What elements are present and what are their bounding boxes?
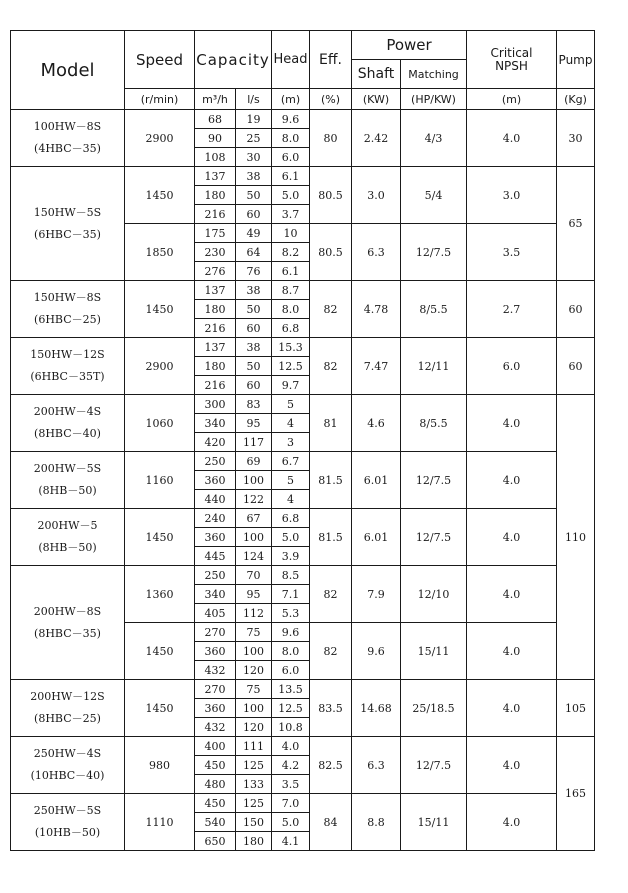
- capacity-m3h-cell: 276: [195, 262, 236, 281]
- capacity-ls-cell: 83: [236, 395, 272, 414]
- npsh-cell: 4.0: [467, 680, 557, 737]
- capacity-m3h-cell: 360: [195, 699, 236, 718]
- npsh-unit: (m): [467, 89, 557, 110]
- efficiency-cell: 81: [310, 395, 352, 452]
- model-alt-name: (10HBC－40): [30, 769, 105, 782]
- table-row: [11, 737, 595, 756]
- model-name: 150HW－5S: [33, 205, 102, 219]
- speed-unit: (r/min): [125, 89, 195, 110]
- npsh-cell: 6.0: [467, 338, 557, 395]
- speed-cell: 2900: [125, 110, 195, 167]
- shaft-power-cell: 9.6: [352, 623, 401, 680]
- head-cell: 4.1: [272, 832, 310, 851]
- pump-weight-cell: 30: [557, 110, 595, 167]
- capacity-ls-cell: 120: [236, 718, 272, 737]
- model-cell: [11, 110, 125, 167]
- table-row: [11, 452, 595, 471]
- head-cell: 6.1: [272, 167, 310, 186]
- capacity-m3h-cell: 90: [195, 129, 236, 148]
- model-cell: [11, 452, 125, 509]
- capacity-m3h-cell: 270: [195, 623, 236, 642]
- capacity-ls-cell: 124: [236, 547, 272, 566]
- model-name: 250HW－5S: [33, 804, 102, 817]
- speed-cell: 1450: [125, 509, 195, 566]
- model-alt-name: (8HBC－35): [34, 626, 101, 640]
- matching-power-cell: 12/7.5: [401, 509, 467, 566]
- capacity-ls-cell: 150: [236, 813, 272, 832]
- speed-cell: 1360: [125, 566, 195, 623]
- capacity-ls-cell: 100: [236, 471, 272, 490]
- matching-power-cell: 12/7.5: [401, 737, 467, 794]
- head-cell: 15.3: [272, 338, 310, 357]
- capacity-ls-cell: 30: [236, 148, 272, 167]
- head-cell: 5.0: [272, 528, 310, 547]
- capacity-m3h-cell: 230: [195, 243, 236, 262]
- capacity-ls-cell: 50: [236, 300, 272, 319]
- capacity-m3h-cell: 108: [195, 148, 236, 167]
- capacity-m3h-cell: 360: [195, 642, 236, 661]
- shaft-power-cell: 6.01: [352, 509, 401, 566]
- capacity-m3h-cell: 175: [195, 224, 236, 243]
- pump-unit: (Kg): [557, 89, 595, 110]
- head-cell: 4.0: [272, 737, 310, 756]
- capacity-m3h-cell: 270: [195, 680, 236, 699]
- head-cell: 13.5: [272, 680, 310, 699]
- shaft-power-cell: 14.68: [352, 680, 401, 737]
- matching-power-cell: 8/5.5: [401, 281, 467, 338]
- head-cell: 9.6: [272, 110, 310, 129]
- pump-weight-cell: 60: [557, 338, 595, 395]
- head-cell: 8.0: [272, 300, 310, 319]
- model-cell: [11, 680, 125, 737]
- capacity-ls-cell: 125: [236, 756, 272, 775]
- capacity-ls-cell: 133: [236, 775, 272, 794]
- efficiency-cell: 82: [310, 566, 352, 623]
- head-cell: 9.7: [272, 376, 310, 395]
- npsh-cell: 4.0: [467, 623, 557, 680]
- capacity-m3h-cell: 540: [195, 813, 236, 832]
- head-cell: 5: [272, 395, 310, 414]
- speed-cell: 1160: [125, 452, 195, 509]
- head-cell: 6.1: [272, 262, 310, 281]
- capacity-m3h-cell: 216: [195, 205, 236, 224]
- head-header: Head: [272, 31, 310, 89]
- head-cell: 6.8: [272, 509, 310, 528]
- speed-cell: 1060: [125, 395, 195, 452]
- capacity-m3h-cell: 250: [195, 452, 236, 471]
- npsh-cell: 4.0: [467, 110, 557, 167]
- efficiency-cell: 82: [310, 281, 352, 338]
- pump-weight-cell: 65: [557, 167, 595, 281]
- capacity-m3h-cell: 240: [195, 509, 236, 528]
- capacity-ls-cell: 100: [236, 528, 272, 547]
- spec-table-body: [11, 110, 595, 851]
- spec-sheet: [10, 30, 595, 851]
- npsh-cell: 3.5: [467, 224, 557, 281]
- model-cell: [11, 395, 125, 452]
- capacity-ls-cell: 75: [236, 680, 272, 699]
- capacity-m3h-cell: 480: [195, 775, 236, 794]
- shaft-power-cell: 6.3: [352, 737, 401, 794]
- head-cell: 6.0: [272, 661, 310, 680]
- head-cell: 10.8: [272, 718, 310, 737]
- capacity-m3h-cell: 445: [195, 547, 236, 566]
- model-cell: [11, 794, 125, 851]
- matching-unit: (HP/KW): [401, 89, 467, 110]
- model-name: 150HW－8S: [33, 291, 102, 304]
- speed-cell: 1450: [125, 281, 195, 338]
- shaft-power-cell: 6.3: [352, 224, 401, 281]
- head-cell: 8.0: [272, 129, 310, 148]
- speed-cell: 1450: [125, 623, 195, 680]
- capacity-ls-cell: 75: [236, 623, 272, 642]
- capacity-m3h-cell: 137: [195, 338, 236, 357]
- capacity-m3h-cell: 432: [195, 718, 236, 737]
- capacity-m3h-cell: 360: [195, 528, 236, 547]
- capacity-m3h-cell: 180: [195, 186, 236, 205]
- efficiency-cell: 80.5: [310, 167, 352, 224]
- table-row: [11, 281, 595, 300]
- matching-power-cell: 12/7.5: [401, 224, 467, 281]
- shaft-power-cell: 7.47: [352, 338, 401, 395]
- capacity-ls-cell: 69: [236, 452, 272, 471]
- efficiency-cell: 82: [310, 623, 352, 680]
- model-alt-name: (8HB－50): [38, 541, 97, 554]
- capacity-ls-cell: 49: [236, 224, 272, 243]
- matching-power-cell: 12/7.5: [401, 452, 467, 509]
- capacity-ls-cell: 95: [236, 414, 272, 433]
- model-cell: [11, 167, 125, 281]
- capacity-m3h-cell: 68: [195, 110, 236, 129]
- model-alt-name: (8HBC－40): [34, 427, 101, 440]
- capacity-m3h-cell: 300: [195, 395, 236, 414]
- table-row: [11, 167, 595, 186]
- matching-power-cell: 8/5.5: [401, 395, 467, 452]
- capacity-m3h-cell: 180: [195, 357, 236, 376]
- head-cell: 10: [272, 224, 310, 243]
- speed-cell: 980: [125, 737, 195, 794]
- efficiency-cell: 83.5: [310, 680, 352, 737]
- model-alt-name: (4HBC－35): [34, 142, 101, 155]
- model-name: 200HW－5S: [33, 462, 102, 475]
- shaft-power-cell: 7.9: [352, 566, 401, 623]
- capacity-ls-cell: 117: [236, 433, 272, 452]
- capacity-m3h-cell: 450: [195, 756, 236, 775]
- head-cell: 4: [272, 414, 310, 433]
- head-cell: 8.7: [272, 281, 310, 300]
- model-header: Model: [11, 31, 125, 110]
- speed-cell: 2900: [125, 338, 195, 395]
- npsh-header-line2: NPSH: [495, 58, 528, 73]
- capacity-m3h-cell: 400: [195, 737, 236, 756]
- npsh-cell: 3.0: [467, 167, 557, 224]
- pump-spec-table: [10, 30, 595, 851]
- shaft-power-cell: 3.0: [352, 167, 401, 224]
- model-name: 150HW－12S: [30, 348, 105, 361]
- head-cell: 12.5: [272, 699, 310, 718]
- model-cell: [11, 737, 125, 794]
- model-name: 200HW－5: [37, 519, 98, 532]
- matching-power-cell: 15/11: [401, 794, 467, 851]
- model-name: 200HW－12S: [30, 690, 105, 703]
- npsh-cell: 4.0: [467, 395, 557, 452]
- capacity-ls-cell: 50: [236, 357, 272, 376]
- capacity-ls-cell: 38: [236, 338, 272, 357]
- capacity-ls-cell: 95: [236, 585, 272, 604]
- head-cell: 3.5: [272, 775, 310, 794]
- capacity-m3h-cell: 216: [195, 319, 236, 338]
- pump-weight-cell: 110: [557, 395, 595, 680]
- model-alt-name: (8HB－50): [38, 484, 97, 497]
- capacity-m3h-cell: 450: [195, 794, 236, 813]
- capacity-ls-cell: 180: [236, 832, 272, 851]
- matching-power-cell: 12/10: [401, 566, 467, 623]
- model-alt-name: (10HB－50): [34, 826, 101, 839]
- efficiency-cell: 81.5: [310, 509, 352, 566]
- capacity-ls-cell: 100: [236, 699, 272, 718]
- capacity-m3h-cell: 420: [195, 433, 236, 452]
- efficiency-header: Eff.: [310, 31, 352, 89]
- head-cell: 8.2: [272, 243, 310, 262]
- efficiency-cell: 80.5: [310, 224, 352, 281]
- npsh-header: [467, 31, 557, 89]
- head-cell: 12.5: [272, 357, 310, 376]
- npsh-cell: 4.0: [467, 452, 557, 509]
- head-cell: 4.2: [272, 756, 310, 775]
- pump-weight-cell: 60: [557, 281, 595, 338]
- matching-power-cell: 12/11: [401, 338, 467, 395]
- head-cell: 6.8: [272, 319, 310, 338]
- npsh-cell: 4.0: [467, 509, 557, 566]
- speed-cell: 1110: [125, 794, 195, 851]
- table-row: [11, 395, 595, 414]
- capacity-ls-cell: 112: [236, 604, 272, 623]
- head-cell: 7.1: [272, 585, 310, 604]
- power-header: Power: [352, 31, 467, 60]
- model-alt-name: (6HBC－35): [34, 227, 101, 241]
- model-name: 100HW－8S: [33, 120, 102, 133]
- capacity-ls-cell: 70: [236, 566, 272, 585]
- capacity-ls-cell: 60: [236, 205, 272, 224]
- npsh-cell: 4.0: [467, 566, 557, 623]
- npsh-cell: 2.7: [467, 281, 557, 338]
- matching-power-cell: 4/3: [401, 110, 467, 167]
- capacity-unit-ls: l/s: [236, 89, 272, 110]
- capacity-m3h-cell: 250: [195, 566, 236, 585]
- head-cell: 3.7: [272, 205, 310, 224]
- capacity-ls-cell: 38: [236, 281, 272, 300]
- capacity-m3h-cell: 340: [195, 585, 236, 604]
- efficiency-cell: 80: [310, 110, 352, 167]
- capacity-m3h-cell: 432: [195, 661, 236, 680]
- head-cell: 7.0: [272, 794, 310, 813]
- capacity-ls-cell: 60: [236, 319, 272, 338]
- pump-weight-cell: 165: [557, 737, 595, 851]
- capacity-unit-m3h: m³/h: [195, 89, 236, 110]
- capacity-ls-cell: 67: [236, 509, 272, 528]
- table-row: [11, 338, 595, 357]
- pump-weight-cell: 105: [557, 680, 595, 737]
- capacity-ls-cell: 125: [236, 794, 272, 813]
- npsh-cell: 4.0: [467, 794, 557, 851]
- capacity-m3h-cell: 405: [195, 604, 236, 623]
- speed-cell: 1850: [125, 224, 195, 281]
- speed-cell: 1450: [125, 167, 195, 224]
- shaft-power-cell: 8.8: [352, 794, 401, 851]
- head-cell: 9.6: [272, 623, 310, 642]
- capacity-m3h-cell: 137: [195, 167, 236, 186]
- model-cell: [11, 338, 125, 395]
- model-name: 200HW－4S: [33, 405, 102, 418]
- capacity-ls-cell: 64: [236, 243, 272, 262]
- efficiency-unit: (%): [310, 89, 352, 110]
- model-cell: [11, 509, 125, 566]
- head-cell: 6.0: [272, 148, 310, 167]
- capacity-m3h-cell: 340: [195, 414, 236, 433]
- efficiency-cell: 81.5: [310, 452, 352, 509]
- model-cell: [11, 566, 125, 680]
- matching-header: Matching: [401, 60, 467, 89]
- head-unit: (m): [272, 89, 310, 110]
- efficiency-cell: 84: [310, 794, 352, 851]
- head-cell: 8.0: [272, 642, 310, 661]
- model-alt-name: (8HBC－25): [34, 712, 101, 725]
- capacity-ls-cell: 111: [236, 737, 272, 756]
- capacity-ls-cell: 120: [236, 661, 272, 680]
- capacity-ls-cell: 25: [236, 129, 272, 148]
- efficiency-cell: 82: [310, 338, 352, 395]
- head-cell: 6.7: [272, 452, 310, 471]
- head-cell: 5.0: [272, 813, 310, 832]
- model-name: 250HW－4S: [33, 747, 102, 760]
- npsh-header-line1: Critical: [490, 45, 533, 60]
- head-cell: 3.9: [272, 547, 310, 566]
- table-row: [11, 509, 595, 528]
- capacity-ls-cell: 122: [236, 490, 272, 509]
- matching-power-cell: 5/4: [401, 167, 467, 224]
- table-row: [11, 794, 595, 813]
- capacity-m3h-cell: 216: [195, 376, 236, 395]
- shaft-power-cell: 2.42: [352, 110, 401, 167]
- speed-header: Speed: [125, 31, 195, 89]
- shaft-power-cell: 4.78: [352, 281, 401, 338]
- capacity-ls-cell: 19: [236, 110, 272, 129]
- capacity-m3h-cell: 180: [195, 300, 236, 319]
- matching-power-cell: 25/18.5: [401, 680, 467, 737]
- shaft-unit: (KW): [352, 89, 401, 110]
- capacity-ls-cell: 38: [236, 167, 272, 186]
- efficiency-cell: 82.5: [310, 737, 352, 794]
- pump-header: Pump: [557, 31, 595, 89]
- npsh-cell: 4.0: [467, 737, 557, 794]
- capacity-ls-cell: 76: [236, 262, 272, 281]
- table-row: [11, 680, 595, 699]
- head-cell: 5.3: [272, 604, 310, 623]
- head-cell: 3: [272, 433, 310, 452]
- capacity-ls-cell: 50: [236, 186, 272, 205]
- capacity-m3h-cell: 360: [195, 471, 236, 490]
- shaft-power-cell: 6.01: [352, 452, 401, 509]
- shaft-header: Shaft: [352, 60, 401, 89]
- table-row: [11, 566, 595, 585]
- capacity-m3h-cell: 137: [195, 281, 236, 300]
- model-alt-name: (6HBC－25): [34, 313, 101, 326]
- speed-cell: 1450: [125, 680, 195, 737]
- model-cell: [11, 281, 125, 338]
- capacity-m3h-cell: 440: [195, 490, 236, 509]
- head-cell: 5: [272, 471, 310, 490]
- model-alt-name: (6HBC－35T): [30, 370, 105, 383]
- matching-power-cell: 15/11: [401, 623, 467, 680]
- capacity-header: Capacity: [195, 31, 272, 89]
- capacity-m3h-cell: 650: [195, 832, 236, 851]
- capacity-ls-cell: 60: [236, 376, 272, 395]
- head-cell: 5.0: [272, 186, 310, 205]
- head-cell: 8.5: [272, 566, 310, 585]
- model-name: 200HW－8S: [33, 604, 102, 618]
- head-cell: 4: [272, 490, 310, 509]
- shaft-power-cell: 4.6: [352, 395, 401, 452]
- table-row: [11, 110, 595, 129]
- capacity-ls-cell: 100: [236, 642, 272, 661]
